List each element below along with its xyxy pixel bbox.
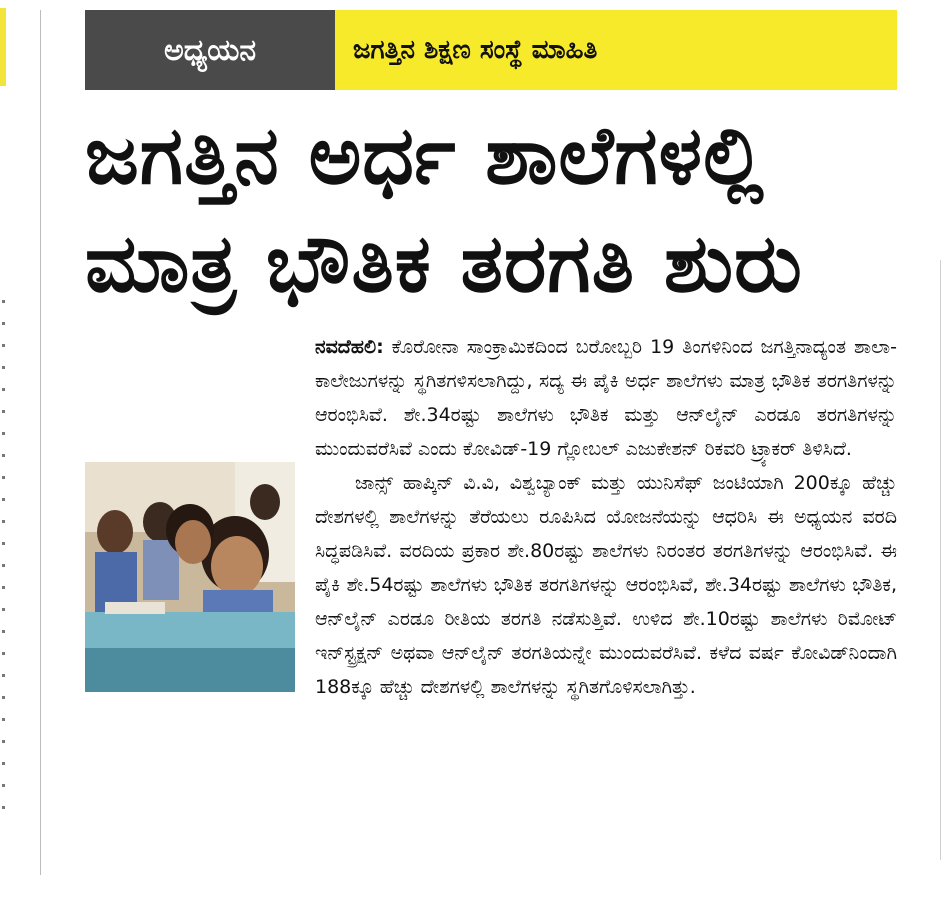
classroom-photo-illustration bbox=[85, 462, 295, 692]
article-paragraph-2: ಜಾನ್ಸ್ ಹಾಪ್ಕಿನ್ ವಿ.ವಿ, ವಿಶ್ವಬ್ಯಾಂಕ್ ಮತ್ತು ಯುನಿಸೆಫ್ ಜಂಟಿಯಾಗಿ 200ಕ್ಕೂ ಹೆಚ್ಚು ದೇಶಗಳಲ್ಲಿ ಶಾಲೆಗಳನ್ನು ತೆರೆಯಲು ರೂಪಿಸಿದ ಯೋಜನೆಯನ್ನು ಆಧರಿಸಿ ಈ ಅಧ್ಯಯನ ವರದಿ ಸಿದ್ಧಪಡಿಸಿವೆ. ವರದಿಯ ಪ್ರಕಾರ ಶೇ.80ರಷ್ಟು ಶಾಲೆಗಳು ನಿರಂತರ ತರಗತಿಗಳನ್ನು ಆರಂಭಿಸಿವೆ. ಈ ಪೈಕಿ ಶೇ.54ರಷ್ಟು ಶಾಲೆಗಳು ಭೌತಿಕ ತರಗತಿಗಳನ್ನು ಆರಂಭಿಸಿವೆ, ಶೇ.34ರಷ್ಟು ಶಾಲೆಗಳು ಭೌತಿಕ, ಆನ್‌ಲೈನ್ ಎರಡೂ ರೀತಿಯ ತರಗತಿ ನಡೆಸುತ್ತಿವೆ. ಉಳಿದ ಶೇ.10ರಷ್ಟು ಶಾಲೆಗಳು ರಿಮೋಟ್ ಇನ್‌ಸ್ಟ್ರಕ್ಷನ್ ಅಥವಾ ಆನ್‌ಲೈನ್ ತರಗತಿಯನ್ನೇ ಮುಂದುವರೆಸಿವೆ. ಕಳೆದ ವರ್ಷ ಕೋವಿಡ್‌ನಿಂದಾಗಿ 188ಕ್ಕೂ ಹೆಚ್ಚು ದೇಶಗಳಲ್ಲಿ ಶಾಲೆಗಳನ್ನು ಸ್ಥಗಿತಗೊಳಿಸಲಾಗಿತ್ತು. bbox=[315, 472, 897, 698]
adjacent-column-highlight bbox=[0, 8, 6, 86]
headline-line-2: ಮಾತ್ರ ಭೌತಿಕ ತರಗತಿ ಶುರು bbox=[85, 217, 803, 310]
column-divider bbox=[40, 10, 41, 875]
headline-line-1: ಜಗತ್ತಿನ ಅರ್ಧ ಶಾಲೆಗಳಲ್ಲಿ bbox=[85, 109, 765, 202]
classroom-photo bbox=[85, 462, 295, 692]
section-topic: ಜಗತ್ತಿನ ಶಿಕ್ಷಣ ಸಂಸ್ಥೆ ಮಾಹಿತಿ bbox=[335, 10, 897, 90]
dateline: ನವದೆಹಲಿ: bbox=[315, 336, 384, 358]
article-paragraph-1-text: ಕೊರೋನಾ ಸಾಂಕ್ರಾಮಿಕದಿಂದ ಬರೋಬ್ಬರಿ 19 ತಿಂಗಳಿನಿಂದ ಜಗತ್ತಿನಾದ್ಯಂತ ಶಾಲಾ-ಕಾಲೇಜುಗಳನ್ನು ಸ್ಥಗಿತಗಳಿಸಲಾಗಿದ್ದು, ಸದ್ಯ ಈ ಪೈಕಿ ಅರ್ಧ ಶಾಲೆಗಳು ಮಾತ್ರ ಭೌತಿಕ ತರಗತಿಗಳನ್ನು ಆರಂಭಿಸಿವೆ. ಶೇ.34ರಷ್ಟು ಶಾಲೆಗಳು ಭೌತಿಕ ಮತ್ತು ಆನ್‌ಲೈನ್ ಎರಡೂ ತರಗತಿಗಳನ್ನು ಮುಂದುವರೆಸಿವೆ ಎಂದು ಕೋವಿಡ್-19 ಗ್ಲೋಬಲ್ ಎಜುಕೇಶನ್ ರಿಕವರಿ ಟ್ರ್ಯಾಕರ್ ತಿಳಿಸಿದೆ. bbox=[315, 336, 897, 460]
adjacent-column-text-edge bbox=[2, 300, 5, 820]
article-body bbox=[85, 330, 897, 880]
section-label: ಅಧ್ಯಯನ bbox=[85, 10, 335, 90]
news-article bbox=[85, 10, 897, 880]
section-ribbon bbox=[85, 10, 897, 90]
headline bbox=[85, 102, 897, 318]
column-divider-right bbox=[940, 260, 941, 860]
article-paragraph-1 bbox=[85, 330, 897, 466]
